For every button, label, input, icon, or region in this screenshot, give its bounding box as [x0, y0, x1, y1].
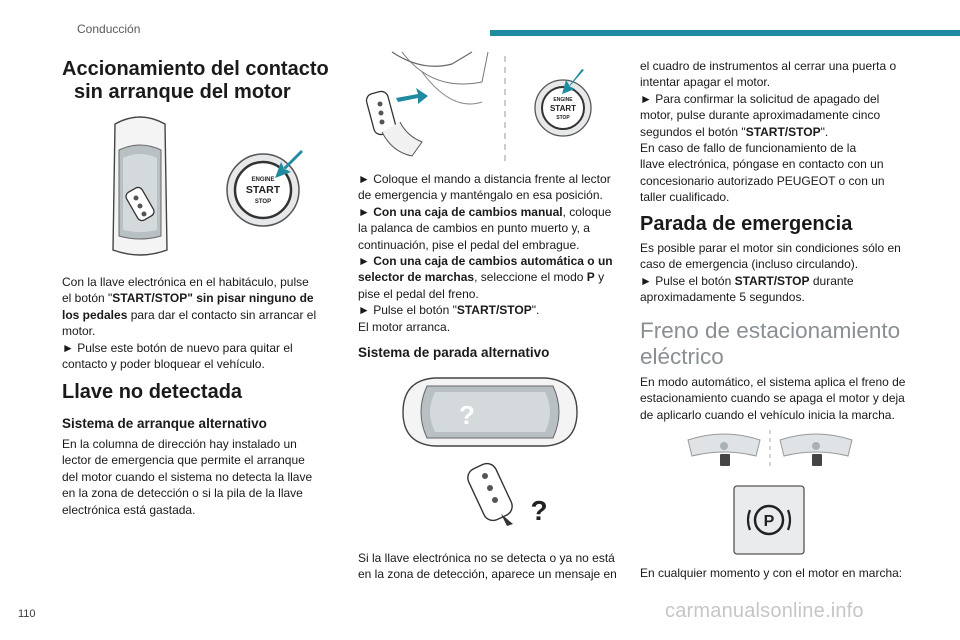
brake-engaged-indicator — [720, 454, 730, 466]
column-3-para-emergency: Es posible parar el motor sin condiciones sólo en caso de emergencia (incluso circulando). ► Pulse el botón START/STOP durante aproximadamente 5 segundos. — [640, 241, 901, 305]
svg-text:ENGINE: ENGINE — [251, 177, 275, 183]
watermark: carmanualsonline.info — [665, 600, 864, 622]
column-1 — [62, 58, 337, 104]
subheading-alternative-stop: Sistema de parada alternativo — [358, 345, 550, 360]
question-mark-icon: ? — [459, 400, 475, 430]
car-top-view — [403, 378, 577, 446]
column-1-para-2: En la columna de dirección hay instalado un lector de emergencia que permite el arranque del motor cuando el sistema no detecta la llave en la zona de detección o si la pila de la llave electrónica está gastada. — [62, 437, 313, 517]
illustration-key-not-detected — [395, 372, 585, 530]
insert-arrow-icon — [396, 88, 428, 104]
parking-brake-button — [733, 485, 805, 555]
engine-start-stop-button — [535, 80, 591, 136]
question-mark-icon: ? — [530, 495, 548, 526]
heading-emergency-stop: Parada de emergencia — [640, 213, 853, 235]
svg-text:START: START — [549, 104, 577, 113]
column-2-steps: ► Coloque el mando a distancia frente al lector de emergencia y manténgalo en esa posición. ► Con una caja de cambios manual, coloque la palanca de cambios en punto muerto y, a continuación, pise el pedal del embrague. ► Con una caja de cambios automática o un selector de marchas, seleccione el modo P y pise el pedal del freno. ► Pulse el botón "START/STOP". El motor arranca. — [358, 172, 613, 334]
parking-p-icon: P — [763, 513, 775, 530]
heading-key-not-detected: Llave no detectada — [62, 381, 243, 403]
column-3-para-parking: En modo automático, el sistema aplica el freno de estacionamiento cuando se apaga el motor y deja de aplicarlo cuando el vehículo inicia la marcha. — [640, 375, 906, 422]
header-accent-bar — [490, 30, 960, 36]
hand-with-key — [365, 90, 422, 156]
column-3-para-1: el cuadro de instrumentos al cerrar una puerta o intentar apagar el motor. ► Para confirmar la solicitud de apagado del motor, pulse durante aproximadamente cinco segundos el botón "START/STOP". En caso de fallo de funcionamiento de la llave electrónica, póngase en contacto con un concesionario autorizado PEUGEOT o con un taller cualificado. — [640, 59, 897, 205]
svg-text:STOP: STOP — [254, 199, 272, 205]
heading-electric-parking-brake: Freno de estacionamiento eléctrico — [640, 318, 901, 369]
column-3-para-last: En cualquier momento y con el motor en marcha: — [640, 566, 903, 580]
svg-text:STOP: STOP — [556, 115, 570, 121]
illustration-auto-brake — [684, 428, 864, 470]
car-top-view — [113, 117, 167, 255]
illustration-car-key-start — [95, 110, 325, 262]
illustration-emergency-reader — [362, 52, 592, 164]
page-number: 110 — [18, 608, 36, 620]
column-2-para: Si la llave electrónica no se detecta o ya no está en la zona de detección, aparece un mensaje en — [358, 551, 617, 582]
subheading-alternative-start: Sistema de arranque alternativo — [62, 416, 267, 431]
column-1-text: Con la llave electrónica en el habitáculo, pulse el botón "START/STOP" sin pisar ninguno de los pedales para dar el contacto sin arrancar el motor. ► Pulse este botón de nuevo para quitar el contacto y poder bloquear el vehículo. — [62, 275, 317, 372]
key-fob-icon — [465, 460, 516, 526]
section-title: Conducción — [77, 22, 141, 36]
svg-text:START: START — [245, 184, 281, 196]
steering-wheel-icon — [780, 434, 852, 456]
steering-wheel-icon — [688, 434, 760, 456]
heading-ignition: Accionamiento del contacto sin arranque del motor — [62, 58, 329, 103]
svg-text:ENGINE: ENGINE — [553, 97, 573, 103]
brake-engaged-indicator — [812, 454, 822, 466]
